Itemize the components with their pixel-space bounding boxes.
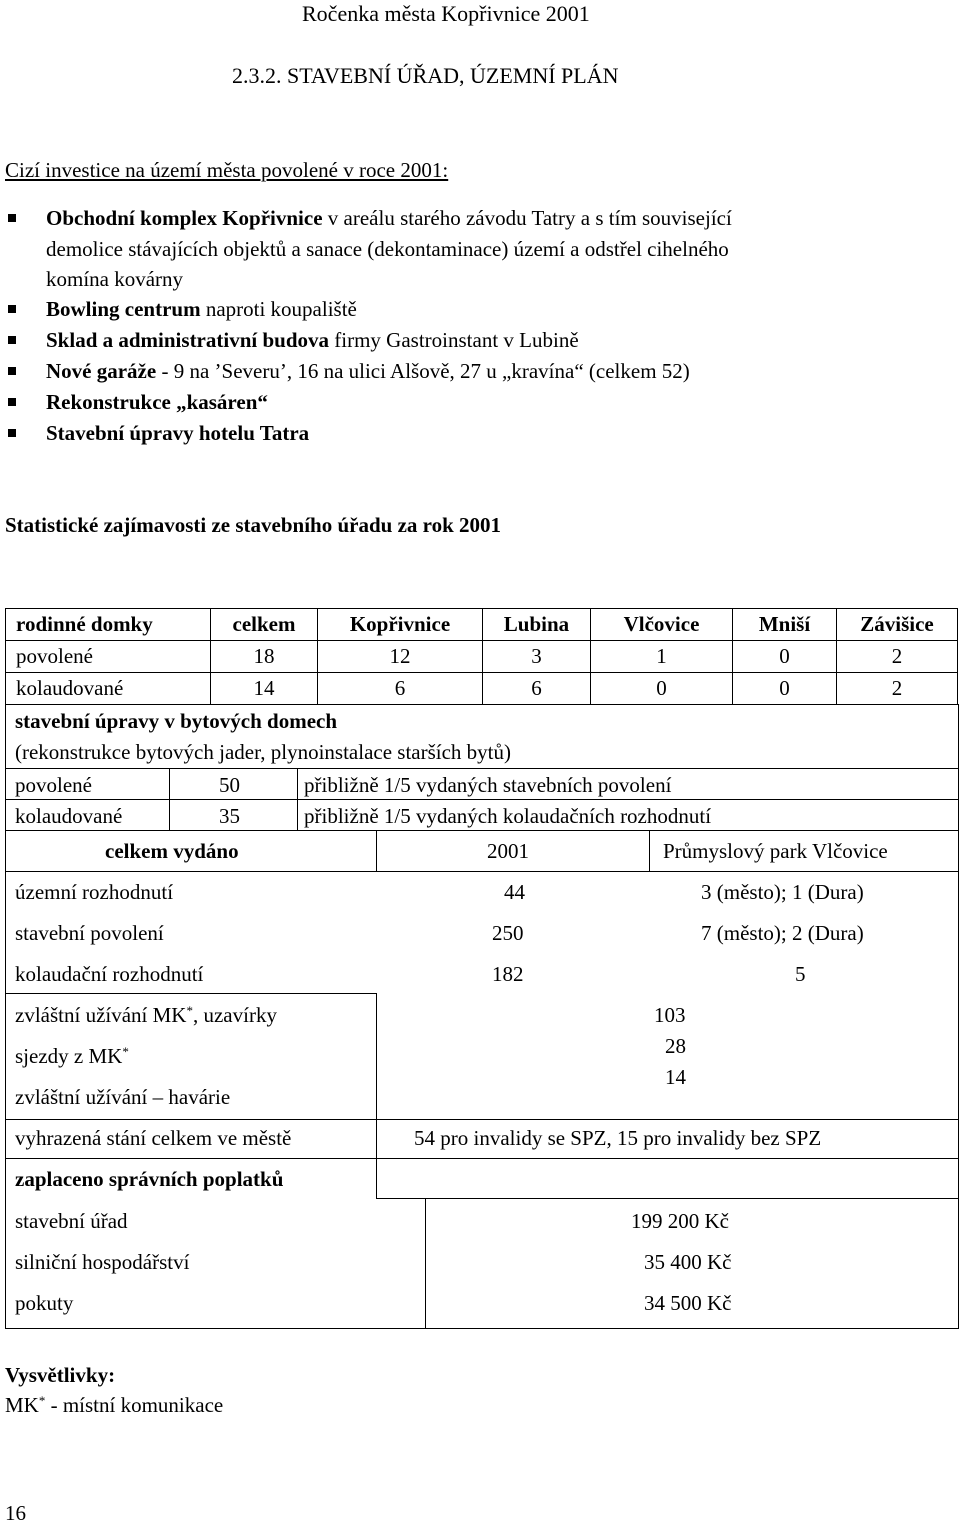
table-cell: kolaudované — [6, 673, 211, 705]
table-cell: 14 — [665, 1065, 686, 1089]
list-item-continuation: komína kovárny — [46, 267, 184, 291]
investments-heading: Cizí investice na území města povolené v roce 2001: — [5, 158, 449, 182]
table-cell: zvláštní užívání MK*, uzavírky — [15, 1003, 277, 1027]
divider — [297, 768, 298, 830]
list-item: Rekonstrukce „kasáren“ — [46, 390, 268, 414]
table-cell: povolené — [15, 773, 92, 797]
table-header: Vlčovice — [591, 609, 733, 641]
list-item: Sklad a administrativní budova firmy Gastroinstant v Lubině — [46, 328, 579, 352]
divider — [376, 1158, 377, 1198]
list-item: Stavební úpravy hotelu Tatra — [46, 421, 310, 445]
bullet-icon — [8, 429, 16, 437]
divider — [169, 768, 170, 830]
table-cell: povolené — [6, 641, 211, 673]
section-subheading: zaplaceno správních poplatků — [15, 1167, 284, 1191]
table-cell: 1 — [591, 641, 733, 673]
divider — [649, 830, 650, 871]
table-cell: 5 — [795, 962, 806, 986]
list-item: Nové garáže - 9 na ’Severu’, 16 na ulici Alšově, 27 u „kravína“ (celkem 52) — [46, 359, 690, 383]
table-cell: stavební úřad — [15, 1209, 128, 1233]
divider — [6, 799, 958, 800]
table-cell: 44 — [504, 880, 525, 904]
page-number: 16 — [5, 1501, 26, 1525]
list-item: Bowling centrum naproti koupaliště — [46, 297, 357, 321]
table-cell: 35 400 Kč — [644, 1250, 732, 1274]
table-cell: zvláštní užívání – havárie — [15, 1085, 231, 1109]
table-cell: 0 — [733, 641, 837, 673]
table-header: Mniší — [733, 609, 837, 641]
divider — [376, 1119, 377, 1158]
divider — [6, 768, 958, 769]
stats-heading: Statistické zajímavosti ze stavebního úřadu za rok 2001 — [5, 513, 502, 537]
table-cell: 3 — [483, 641, 591, 673]
table-header: Lubina — [483, 609, 591, 641]
table-cell: 250 — [492, 921, 524, 945]
table-cell: přibližně 1/5 vydaných kolaudačních rozhodnutí — [304, 804, 712, 828]
bullet-icon — [8, 398, 16, 406]
table-cell: 0 — [591, 673, 733, 705]
table-cell: 6 — [483, 673, 591, 705]
family-houses-table — [5, 608, 958, 705]
table-cell: 2 — [837, 641, 958, 673]
notes-heading: Vysvětlivky: — [5, 1363, 116, 1387]
bullet-icon — [8, 336, 16, 344]
running-header: Ročenka města Kopřivnice 2001 — [302, 1, 590, 26]
table-cell: 182 — [492, 962, 524, 986]
table-cell: stavební povolení — [15, 921, 164, 945]
table-row — [6, 641, 958, 673]
table-header: celkem — [211, 609, 318, 641]
table-cell: silniční hospodářství — [15, 1250, 190, 1274]
table-cell: 2 — [837, 673, 958, 705]
flats-renovation-section — [5, 704, 959, 831]
notes-text: MK* - místní komunikace — [5, 1393, 224, 1417]
divider — [6, 1158, 958, 1159]
table-header: 2001 — [487, 839, 529, 863]
table-cell: 6 — [318, 673, 483, 705]
divider — [376, 1198, 958, 1199]
table-header: rodinné domky — [6, 609, 211, 641]
table-cell: 54 pro invalidy se SPZ, 15 pro invalidy bez SPZ — [414, 1126, 822, 1150]
table-cell: sjezdy z MK* — [15, 1044, 129, 1068]
table-cell: vyhrazená stání celkem ve městě — [15, 1126, 292, 1150]
list-item: Obchodní komplex Kopřivnice v areálu starého závodu Tatry a s tím související — [46, 206, 732, 230]
table-row — [6, 673, 958, 705]
table-cell: 34 500 Kč — [644, 1291, 732, 1315]
table-cell: 7 (město); 2 (Dura) — [701, 921, 864, 945]
table-cell: kolaudační rozhodnutí — [15, 962, 204, 986]
bullet-icon — [8, 367, 16, 375]
divider — [6, 993, 377, 994]
table-cell: územní rozhodnutí — [15, 880, 174, 904]
table-cell: přibližně 1/5 vydaných stavebních povolení — [304, 773, 672, 797]
table-cell: 18 — [211, 641, 318, 673]
table-cell: 28 — [665, 1034, 686, 1058]
divider — [6, 871, 958, 872]
table-cell: 3 (město); 1 (Dura) — [701, 880, 864, 904]
divider — [376, 993, 377, 1119]
table-cell: 35 — [219, 804, 240, 828]
table-cell: 103 — [654, 1003, 686, 1027]
table-cell: 0 — [733, 673, 837, 705]
table-cell: pokuty — [15, 1291, 74, 1315]
section-title: 2.3.2. STAVEBNÍ ÚŘAD, ÚZEMNÍ PLÁN — [232, 63, 619, 88]
table-header: Kopřivnice — [318, 609, 483, 641]
divider — [425, 1198, 426, 1328]
table-header: Závišice — [837, 609, 958, 641]
table-cell: kolaudované — [15, 804, 123, 828]
table-header: Průmyslový park Vlčovice — [663, 839, 888, 863]
section-note: (rekonstrukce bytových jader, plynoinstalace starších bytů) — [15, 740, 512, 764]
table-cell: 12 — [318, 641, 483, 673]
bullet-icon — [8, 305, 16, 313]
issued-documents-section — [5, 830, 959, 1329]
bullet-icon — [8, 214, 16, 222]
divider — [376, 830, 377, 871]
list-item-continuation: demolice stávajících objektů a sanace (dekontaminace) území a odstřel cihelného — [46, 237, 729, 261]
table-cell: 199 200 Kč — [631, 1209, 729, 1233]
table-header-row — [6, 609, 958, 641]
table-cell: 14 — [211, 673, 318, 705]
section-subheading: stavební úpravy v bytových domech — [15, 709, 338, 733]
divider — [6, 1119, 958, 1120]
table-cell: 50 — [219, 773, 240, 797]
table-header: celkem vydáno — [105, 839, 239, 863]
